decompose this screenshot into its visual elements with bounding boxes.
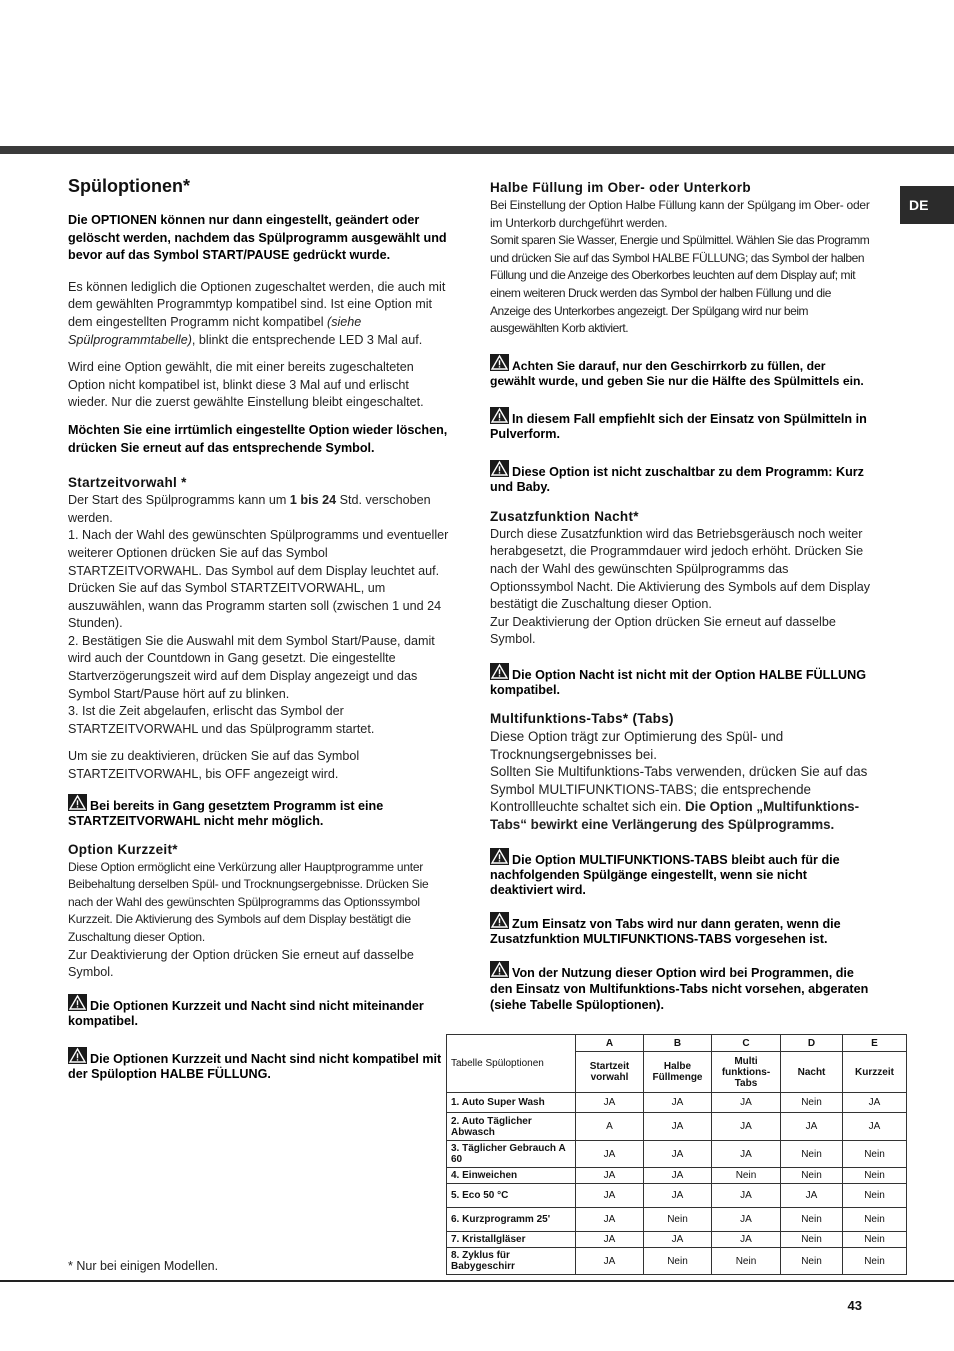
table-cell: JA	[644, 1093, 712, 1113]
table-row	[447, 1168, 907, 1184]
table-row	[447, 1248, 907, 1275]
table-row	[447, 1093, 907, 1113]
table-cell: JA	[644, 1184, 712, 1208]
table-letter-row	[447, 1035, 907, 1052]
warning-text: Die Optionen Kurzzeit und Nacht sind nicht miteinander kompatibel.	[68, 998, 424, 1028]
table-cell: JA	[576, 1232, 644, 1248]
warning-triangle-icon	[490, 912, 509, 929]
paragraph-tabs-2	[490, 763, 872, 833]
warning-text: Achten Sie darauf, nur den Geschirrkorb zu füllen, der gewählt wurde, und geben Sie nur die Hälfte des Spülmittels ein.	[490, 358, 864, 388]
table-cell: JA	[712, 1113, 781, 1141]
warning-triangle-icon	[490, 407, 509, 424]
warning-text: Von der Nutzung dieser Option wird bei Programmen, die den Einsatz von Multifunktions-Tabs nicht vorsehen, abgeraten (siehe Tabelle Spüloptionen).	[490, 966, 869, 1013]
warning-triangle-icon	[490, 663, 509, 680]
table-cell: Nein	[644, 1208, 712, 1232]
table-cell: A	[576, 1113, 644, 1141]
warning-triangle-icon	[490, 961, 509, 978]
table-cell: Nein	[644, 1248, 712, 1275]
table-cell: JA	[644, 1113, 712, 1141]
footnote: * Nur bei einigen Modellen.	[68, 1259, 219, 1273]
warning-triangle-icon	[490, 354, 509, 371]
table-cell: Nein	[781, 1093, 843, 1113]
table-reference: (siehe Spülprogrammtabelle)	[68, 314, 362, 347]
program-name: 1. Auto Super Wash	[447, 1093, 576, 1113]
paragraph-kurzzeit: Diese Option ermöglicht eine Verkürzung aller Hauptprogramme unter Beibehaltung derselben Spül- und Trocknungsergebnisse. Drücken Sie nach der Wahl des gewünschten Spülprogramms das Optionssymbol Kurzzeit. Die Aktivierung des Symbols auf dem Display bestätigt die Zuschaltung dieser Option.	[68, 859, 429, 944]
column-letter: A	[576, 1035, 644, 1052]
warning-text: Die Option MULTIFUNKTIONS-TABS bleibt auch für die nachfolgenden Spülgänge eingestellt, wenn sie nicht deaktiviert wird.	[490, 853, 840, 898]
program-name: 5. Eco 50 °C	[447, 1184, 576, 1208]
warning-note	[68, 1047, 452, 1082]
table-cell: JA	[644, 1232, 712, 1248]
column-header: Kurzzeit	[843, 1052, 907, 1093]
warning-note	[490, 961, 872, 1013]
table-cell: JA	[576, 1208, 644, 1232]
section-title-startzeitvorwahl: Startzeitvorwahl *	[68, 475, 187, 491]
table-cell: JA	[781, 1184, 843, 1208]
paragraph-delete-option: Möchten Sie eine irrtümlich eingestellte Option wieder löschen, drücken Sie erneut auf das entsprechende Symbol.	[68, 422, 448, 455]
table-cell: JA	[843, 1093, 907, 1113]
table-row	[447, 1113, 907, 1141]
paragraph-incompatible-option: Wird eine Option gewählt, die mit einer bereits zugeschalteten Option nicht kompatibel ist, blinkt diese 3 Mal auf und erlischt wieder. Nur die zuerst gewählte Einstellung bleibt eingeschaltet.	[68, 360, 424, 410]
table-cell: JA	[712, 1208, 781, 1232]
warning-text: In diesem Fall empfiehlt sich der Einsatz von Spülmitteln in Pulverform.	[490, 411, 867, 441]
options-table	[446, 1034, 907, 1275]
table-cell: Nein	[843, 1168, 907, 1184]
paragraph-deactivate-kurzzeit: Zur Deaktivierung der Option drücken Sie erneut auf dasselbe Symbol.	[68, 947, 414, 980]
table-cell: Nein	[712, 1248, 781, 1275]
paragraph-nacht: Durch diese Zusatzfunktion wird das Betriebsgeräusch noch weiter herabgesetzt, die Programmdauer wird jedoch erhöht. Drücken Sie nach der Wahl des gewünschten Spülprogramms das Optionssymbol Nacht. Die Aktivierung des Symbols auf dem Display bestätigt die Zuschaltung dieser Option.	[490, 526, 871, 612]
page-title: Spüloptionen*	[68, 176, 190, 196]
section-title-kurzzeit: Option Kurzzeit*	[68, 841, 178, 857]
warning-note	[490, 912, 872, 947]
section-title-nacht: Zusatzfunktion Nacht*	[490, 508, 639, 524]
table-cell: Nein	[781, 1248, 843, 1275]
text-fragment: Der Start des Spülprogramms kann um	[68, 493, 290, 508]
warning-triangle-icon	[68, 1047, 87, 1064]
paragraph-startzeit	[68, 492, 452, 527]
header-bar	[0, 146, 954, 154]
left-column	[68, 176, 452, 1082]
table-row	[447, 1232, 907, 1248]
paragraph-halbe-fuellung-2: Somit sparen Sie Wasser, Energie und Spülmittel. Wählen Sie das Programm und drücken Sie auf das Symbol HALBE FÜLLUNG; das Symbol der halben Füllung und die Anzeige des Oberkorbes leuchten auf dem Display auf; mit einem weiteren Druck werden das Symbol der halben Füllung und die Anzeige des Unterkorbes angezeigt. Der Spülgang wird nur beim ausgewählten Korb aktiviert.	[490, 233, 870, 336]
paragraph-tabs: Diese Option trägt zur Optimierung des Spül- und Trocknungsergebnisses bei.	[490, 728, 784, 762]
table-row	[447, 1141, 907, 1168]
table-cell: Nein	[843, 1184, 907, 1208]
column-header: Nacht	[781, 1052, 843, 1093]
text-fragment: , blinkt die entsprechende LED 3 Mal auf.	[191, 332, 423, 347]
program-name: 6. Kurzprogramm 25'	[447, 1208, 576, 1232]
warning-triangle-icon	[490, 460, 509, 477]
program-name: 7. Kristallgläser	[447, 1232, 576, 1248]
warning-note	[490, 460, 872, 495]
warning-triangle-icon	[68, 994, 87, 1011]
step-2: 2. Bestätigen Sie die Auswahl mit dem Symbol Start/Pause, damit wird auch der Countdown in Gang gesetzt. Die eingestellte Startverzögerungszeit wird auf dem Display angezeigt und das Symbol Start/Pause hört auf zu blinken.	[68, 633, 435, 701]
column-letter: B	[644, 1035, 712, 1052]
table-cell: JA	[644, 1141, 712, 1168]
table-cell: JA	[576, 1184, 644, 1208]
table-cell: JA	[781, 1113, 843, 1141]
table-cell: JA	[576, 1093, 644, 1113]
column-letter: C	[712, 1035, 781, 1052]
warning-note	[490, 354, 872, 389]
paragraph-deactivate-nacht: Zur Deaktivierung der Option drücken Sie erneut auf dasselbe Symbol.	[490, 614, 836, 647]
program-name: 3. Täglicher Gebrauch A 60	[447, 1141, 576, 1168]
table-cell: Nein	[781, 1208, 843, 1232]
table-row	[447, 1208, 907, 1232]
footer-rule	[0, 1280, 954, 1282]
warning-note	[68, 794, 452, 829]
table-cell: Nein	[712, 1168, 781, 1184]
table-cell: JA	[576, 1168, 644, 1184]
warning-note	[490, 848, 872, 898]
column-letter: D	[781, 1035, 843, 1052]
table-cell: Nein	[843, 1208, 907, 1232]
warning-triangle-icon	[68, 794, 87, 811]
section-title-multifunktions-tabs: Multifunktions-Tabs* (Tabs)	[490, 710, 674, 726]
warning-text: Die Option Nacht ist nicht mit der Option HALBE FÜLLUNG kompatibel.	[490, 667, 867, 697]
table-row	[447, 1184, 907, 1208]
table-cell: Nein	[781, 1141, 843, 1168]
section-title-halbe-fuellung: Halbe Füllung im Ober- oder Unterkorb	[490, 180, 751, 195]
language-tab: DE	[900, 186, 954, 224]
table-cell: JA	[712, 1232, 781, 1248]
table-cell: JA	[712, 1093, 781, 1113]
table-cell: Nein	[843, 1141, 907, 1168]
right-column	[490, 180, 872, 1013]
step-1: 1. Nach der Wahl des gewünschten Spülprogramms und eventueller weiterer Optionen drücken Sie auf das Symbol STARTZEITVORWAHL. Das Symbol auf dem Display leuchtet auf. Drücken Sie auf das Symbol STARTZEITVORWAHL, um auszuwählen, wann das Programm starten soll (zwischen 1 und 24 Stunden).	[68, 528, 449, 631]
text-fragment-bold: 1 bis 24	[289, 493, 337, 508]
paragraph-deactivate-startzeit: Um sie zu deaktivieren, drücken Sie auf das Symbol STARTZEITVORWAHL, bis OFF angezeigt wird.	[68, 749, 360, 782]
text-fragment: Sollten Sie Multifunktions-Tabs verwenden, drücken Sie auf das Symbol MULTIFUNKTIONS-TABS; die entsprechende Kontrollleuchte schaltet sich ein.	[490, 764, 868, 815]
table-cell: Nein	[781, 1232, 843, 1248]
table-cell: Nein	[843, 1232, 907, 1248]
warning-note	[490, 663, 872, 698]
table-caption: Tabelle Spüloptionen	[447, 1035, 576, 1093]
page-number: 43	[847, 1298, 862, 1313]
table-cell: JA	[576, 1141, 644, 1168]
column-header: Startzeit vorwahl	[576, 1052, 644, 1093]
program-name: 8. Zyklus für Babygeschirr	[447, 1248, 576, 1275]
table-cell: JA	[712, 1184, 781, 1208]
column-header: Multi funktions-Tabs	[712, 1052, 781, 1093]
table-cell: JA	[843, 1113, 907, 1141]
table-cell: JA	[576, 1248, 644, 1275]
warning-text: Diese Option ist nicht zuschaltbar zu dem Programm: Kurz und Baby.	[490, 464, 864, 494]
warning-note	[490, 407, 872, 442]
text-fragment: Es können lediglich die Optionen zugeschaltet werden, die auch mit dem gewählten Programmtyp kompatibel sind. Ist eine Option mit dem eingestellten Programm nicht kompatibel	[68, 279, 446, 329]
intro-text: Die OPTIONEN können nur dann eingestellt, geändert oder gelöscht werden, nachdem das Spülprogramm ausgewählt und bevor auf das Symbol START/PAUSE gedrückt wurde.	[68, 213, 447, 263]
program-name: 4. Einweichen	[447, 1168, 576, 1184]
program-name: 2. Auto Täglicher Abwasch	[447, 1113, 576, 1141]
warning-text: Zum Einsatz von Tabs wird nur dann geraten, wenn die Zusatzfunktion MULTIFUNKTIONS-TABS vorgesehen ist.	[490, 917, 841, 947]
table-cell: JA	[644, 1168, 712, 1184]
warning-triangle-icon	[490, 848, 509, 865]
paragraph-options-compat	[68, 279, 452, 349]
step-3: 3. Ist die Zeit abgelaufen, erlischt das Symbol der STARTZEITVORWAHL und das Spülprogramm startet.	[68, 704, 375, 736]
warning-note	[68, 994, 452, 1029]
table-cell: Nein	[781, 1168, 843, 1184]
text-fragment: Std. verschoben werden.	[68, 493, 431, 525]
warning-text: Bei bereits in Gang gesetztem Programm ist eine STARTZEITVORWAHL nicht mehr möglich.	[68, 798, 384, 828]
table-cell: Nein	[843, 1248, 907, 1275]
text-fragment-bold: Die Option „Multifunktions-Tabs“ bewirkt eine Verlängerung des Spülprogramms.	[490, 799, 860, 832]
column-header: Halbe Füllmenge	[644, 1052, 712, 1093]
table-cell: JA	[712, 1141, 781, 1168]
warning-text: Die Optionen Kurzzeit und Nacht sind nicht kompatibel mit der Spüloption HALBE FÜLLUNG.	[68, 1051, 442, 1081]
column-letter: E	[843, 1035, 907, 1052]
paragraph-halbe-fuellung: Bei Einstellung der Option Halbe Füllung kann der Spülgang im Ober- oder im Unterkorb durchgeführt werden.	[490, 198, 870, 230]
